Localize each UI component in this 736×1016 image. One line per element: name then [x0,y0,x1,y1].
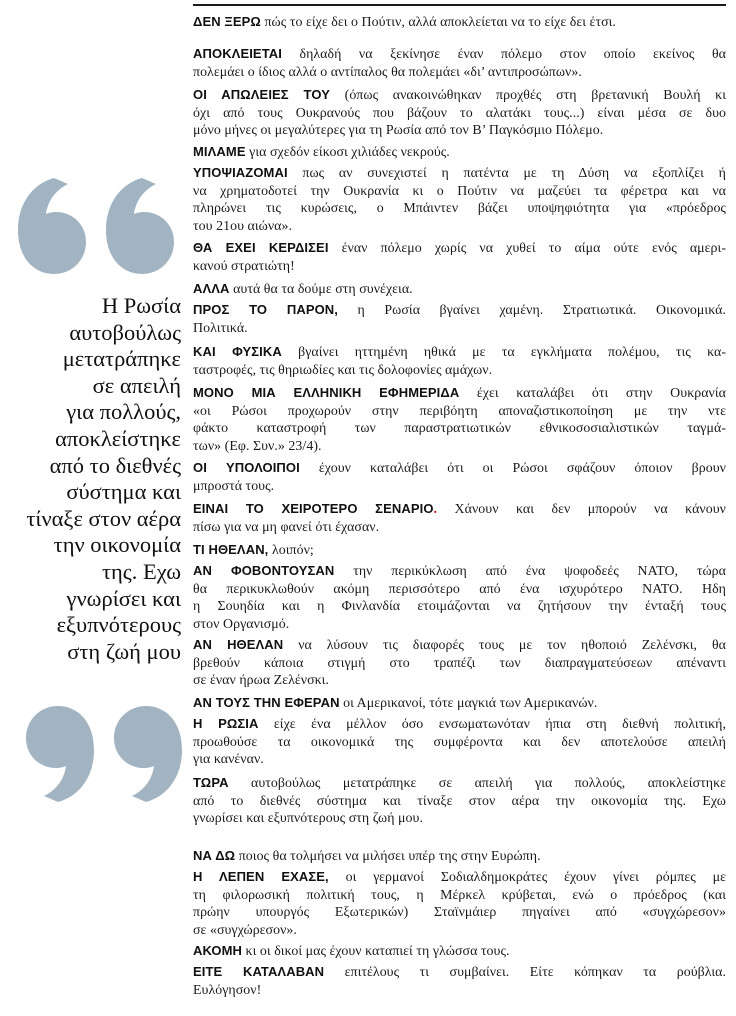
article-column [193,0,726,1016]
paragraph-line [193,581,726,599]
line-text: πρώην υπουργός Εξωτερικών) Σταϊνμάιερ πηγαίνει από «συγχώρεσον» [193,905,726,920]
line-text: από το διεθνές σύστημα και τίναξε στον αέρα την οικονομία της. Εχω [193,793,726,809]
paragraph-lead: ΔΕΝ ΞΕΡΩ [193,14,261,29]
paragraph-line [193,774,726,793]
paragraph-lead: ΕΙΤΕ ΚΑΤΑΛΑΒΑΝ [193,964,325,979]
line-text: σε έναν ήρωα Ζελένσκι. [193,673,329,688]
paragraph-lead: ΕΙΝΑΙ ΤΟ ΧΕΙΡΟΤΕΡΟ ΣΕΝΑΡΙΟ [193,501,434,516]
article-paragraph [193,541,726,560]
lead-end-mark: . [433,502,438,517]
paragraph-line [193,963,726,982]
pull-quote-line: τίναξε στον αέρα [26,505,181,531]
paragraph-line [193,922,726,940]
article-paragraph [193,143,726,162]
paragraph-line [193,904,726,922]
pull-quote-line: εξυπνότερους [56,612,181,638]
paragraph-line [193,218,726,236]
line-text: οι γερμανοί Σοδιαλδημοκράτες έχουν γίνει ρόμπες με [345,870,726,885]
line-text: για κανέναν. [193,752,264,767]
line-text: να λύσουν τις διαφορές τους με τον ηθοποιό Ζελένσκι, θα [298,638,726,653]
article-paragraph [193,868,726,939]
paragraph-line [193,280,726,299]
line-text: (όπως ανακοινώθηκαν προχθές στη βρετανική Βουλή κι [344,88,726,103]
article-paragraph [193,280,726,299]
paragraph-line [193,519,726,537]
line-text: πώς το είχε δει ο Πούτιν, αλλά αποκλείεται να το είχε δει έτσι. [264,15,616,30]
line-text: φάκτο καταστροφή των παραστρατιωτικών εθνικοσοσιαλιστικών ταγμά- [193,421,726,436]
paragraph-line [193,301,726,320]
paragraph-lead: ΟΙ ΑΠΩΛΕΙΕΣ ΤΟΥ [193,87,330,102]
paragraph-line [193,459,726,478]
line-text: επιτέλους τι συμβαίνει. Είτε κόπηκαν τα ρούβλια. [344,965,726,980]
line-text: ποιος θα τολμήσει να μιλήσει υπέρ της στην Ευρώπη. [238,849,541,864]
paragraph-lead: Η ΡΩΣΙΑ [193,716,259,731]
article-paragraph [193,13,726,32]
line-text: έχει καταλάβει ότι στην Ουκρανία [476,386,726,401]
line-text: Χάνουν και δεν μπορούν να κάνουν [454,502,726,517]
article-paragraph [193,715,726,769]
line-text: θα περικυκλωθούν ακόμη περισσότερο από ένα ισχυρότερο ΝΑΤΟ. Ηδη [193,581,726,597]
paragraph-line [193,13,726,32]
paragraph-line [193,541,726,560]
article-paragraph [193,164,726,235]
paragraph-line [193,143,726,162]
pull-quote-line: της. Εχω [101,558,181,584]
paragraph-line [193,868,726,887]
paragraph-line [193,478,726,496]
line-text: αυτά θα τα δούμε στη συνέχεια. [233,282,413,297]
article-paragraph [193,459,726,495]
paragraph-line [193,320,726,338]
line-text: έναν πόλεμο χωρίς να χυθεί το αίμα ούτε ενός αμερι- [341,241,726,256]
article-paragraph [193,239,726,275]
paragraph-line [193,239,726,258]
paragraph-line [193,694,726,713]
paragraph-lead: ΑΠΟΚΛΕΙΕΤΑΙ [193,46,282,61]
paragraph-line [193,655,726,673]
paragraph-line [193,200,726,218]
article-paragraph [193,694,726,713]
paragraph-line [193,734,726,752]
paragraph-line [193,64,726,82]
top-rule [193,4,726,6]
line-text: πολεμάει ο ίδιος αλλά ο αντίπαλος θα πολεμάει «δι’ αντιπροσώπων». [193,64,582,80]
article-paragraph [193,636,726,690]
line-text: κανού στρατιώτη! [193,258,295,274]
paragraph-line [193,982,726,1000]
open-quote-icon [14,170,186,280]
pull-quote-line: την οικονομία [53,532,181,558]
pull-quote-line: σύστημα και [66,479,181,505]
line-text: του 21ου αιώνα». [193,218,292,234]
pull-quote-line: για πολλούς, [66,399,181,425]
paragraph-line [193,343,726,362]
article-paragraph [193,942,726,961]
line-text: των» (Εφ. Συν.» 23/4). [193,438,322,454]
paragraph-line [193,810,726,828]
paragraph-lead: ΑΝ ΦΟΒΟΝΤΟΥΣΑΝ [193,563,335,578]
pull-quote-line: στη ζωή μου [67,638,181,664]
article-paragraph [193,847,726,866]
paragraph-line [193,105,726,123]
line-text: την περικύκλωση από ένα ψοφοδεές ΝΑΤΟ, τώρα [353,564,726,579]
paragraph-lead: ΚΑΙ ΦΥΣΙΚΑ [193,344,282,359]
paragraph-line [193,438,726,456]
line-text: μπροστά τους. [193,478,275,494]
close-quote-icon [14,700,186,810]
paragraph-lead: ΘΑ ΕΧΕΙ ΚΕΡΔΙΣΕΙ [193,240,329,255]
paragraph-line [193,403,726,421]
line-text: ταστροφές, τις θηριωδίες και τις δολοφονίες αμάχων. [193,362,493,378]
paragraph-line [193,86,726,105]
article-paragraph [193,384,726,455]
line-text: γνωρίσει και εξυπνότερους στη ζωή μου. [193,811,423,826]
line-text: βρεθούν κάποια στιγμή στο τραπέζι των διαπραγματεύσεων απέναντι [193,655,726,671]
line-text: στον Οργανισμό. [193,616,290,632]
line-text: οι Αμερικανοί, τότε μαγκιά των Αμερικανών. [343,696,598,711]
paragraph-lead: ΝΑ ΔΩ [193,848,236,863]
line-text: Πολιτικά. [193,320,248,336]
paragraph-line [193,183,726,201]
article-paragraph [193,343,726,379]
pull-quote-line: αποκλείστηκε [55,425,181,451]
pull-quote-text [0,293,181,665]
paragraph-line [193,847,726,866]
article-paragraph [193,774,726,828]
line-text: να χρηματοδοτεί την Ουκρανία κι ο Πούτιν να μαζεύει τα φέρετρα και να [193,183,726,199]
article-paragraph [193,45,726,81]
paragraph-lead: ΑΝ ΤΟΥΣ ΤΗΝ ΕΦΕΡΑΝ [193,695,340,710]
line-text: πως αν συνεχιστεί η πατέντα με τη Δύση να εξοπλίζει ή [302,166,726,181]
paragraph-lead: ΜΙΛΑΜΕ [193,144,246,159]
line-text: όχι από τους Ουκρανούς που βάζουν το αλατάκι τους...) είναι μέσα σε δυο [193,105,726,121]
article-paragraph [193,963,726,999]
paragraph-line [193,45,726,64]
paragraph-lead: ΜΟΝΟ ΜΙΑ ΕΛΛΗΝΙΚΗ ΕΦΗΜΕΡΙΔΑ [193,385,460,400]
paragraph-line [193,793,726,811]
paragraph-line [193,500,726,519]
line-text: είχε ένα μέλλον όσο ενσωματωνόταν ήπια στη διεθνή πολιτική, [273,717,726,732]
pull-quote-line: Η Ρωσία [101,293,181,318]
line-text: βγαίνει ηττημένη ηθικά με τα εγκλήματα πολέμου, τις κα- [298,345,726,360]
pull-quote-column [0,0,196,1016]
paragraph-line [193,258,726,276]
paragraph-line [193,715,726,734]
paragraph-line [193,562,726,581]
paragraph-lead: ΑΝ ΗΘΕΛΑΝ [193,637,284,652]
line-text: αυτοβούλως μετατράπηκε σε απειλή για πολλούς, αποκλείστηκε [251,776,726,791]
paragraph-line [193,942,726,961]
pull-quote-line: σε απειλή [92,372,181,398]
pull-quote-line: αυτοβούλως [69,319,181,345]
line-text: δηλαδή να ξεκίνησε έναν πόλεμο στον οποίο εκείνος θα [299,47,726,62]
article-paragraph [193,562,726,633]
line-text: σε «συγχώρεσον». [193,922,297,938]
paragraph-line [193,616,726,634]
paragraph-lead: ΥΠΟΨΙΑΖΟΜΑΙ [193,165,288,180]
paragraph-lead: ΠΡΟΣ ΤΟ ΠΑΡΟΝ, [193,302,338,317]
paragraph-lead: ΑΚΟΜΗ [193,943,243,958]
paragraph-line [193,672,726,690]
line-text: πληρώνει τις κυρώσεις, ο Μπάιντεν βάζει υποψηφιότητα για «πρόεδρος [193,201,726,216]
paragraph-line [193,384,726,403]
pull-quote-line: μετατράπηκε [62,346,181,372]
paragraph-line [193,122,726,140]
article-paragraph [193,86,726,140]
line-text: η Σουηδία και η Φινλανδία ετοιμάζονται να ζητήσουν την ένταξή τους [193,599,726,614]
paragraph-line [193,887,726,905]
paragraph-lead: ΤΙ ΗΘΕΛΑΝ, [193,542,269,557]
paragraph-line [193,420,726,438]
line-text: «οι Ρώσοι προχωρούν στην περιβόητη αποναζιστικοποίηση με την ντε [193,403,726,419]
article-paragraph [193,301,726,337]
line-text: λοιπόν; [271,543,314,558]
paragraph-line [193,164,726,183]
pull-quote-line: γνωρίσει και [66,585,181,611]
article-paragraph [193,500,726,536]
line-text: έχουν καταλάβει ότι οι Ρώσοι σφάζουν όποιον βρουν [318,461,726,476]
paragraph-line [193,362,726,380]
line-text: μόνο μήνες οι μεγαλύτερες για τη Ρωσία από τον Β’ Παγκόσμιο Πόλεμο. [193,123,604,138]
paragraph-lead: ΟΙ ΥΠΟΛΟΙΠΟΙ [193,460,300,475]
line-text: κι οι δικοί μας έχουν καταπιεί τη γλώσσα τους. [245,944,510,959]
paragraph-lead: ΑΛΛΑ [193,281,230,296]
line-text: πίσω για να μη φανεί ότι έχασαν. [193,519,380,535]
line-text: η Ρωσία βγαίνει χαμένη. Στρατιωτικά. Οικονομικά. [357,303,726,318]
line-text: Ευλόγησον! [193,982,262,998]
paragraph-line [193,636,726,655]
paragraph-line [193,598,726,616]
paragraph-lead: Η ΛΕΠΕΝ ΕΧΑΣΕ, [193,869,329,884]
line-text: τη φιλορωσική πολιτική τους, η Μέρκελ κρύβεται, ενώ ο πρόεδρος (και [193,887,726,903]
line-text: προωθούσε τα οικονομικά της συμφέροντα και δεν αποτελούσε απειλή [193,734,726,750]
line-text: για σχεδόν είκοσι χιλιάδες νεκρούς. [249,145,450,160]
paragraph-line [193,751,726,769]
pull-quote-line: από το διεθνές [49,452,181,478]
paragraph-lead: ΤΩΡΑ [193,775,229,790]
